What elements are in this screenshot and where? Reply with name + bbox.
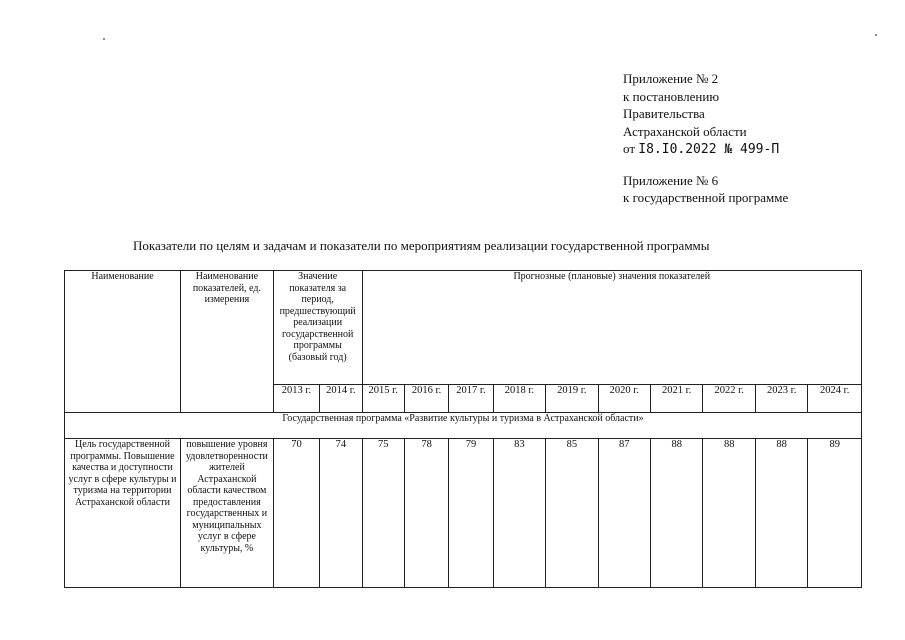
value-cell: 88	[651, 439, 703, 588]
header-name: Наименование	[65, 271, 181, 413]
year-header: 2016 г.	[404, 385, 448, 413]
appendix-line: к государственной программе	[623, 190, 789, 205]
value-cell: 87	[598, 439, 650, 588]
value-cell: 79	[449, 439, 493, 588]
header-forecast: Прогнозные (плановые) значения показателей	[362, 271, 861, 385]
year-header: 2021 г.	[651, 385, 703, 413]
appendix-header	[623, 70, 788, 207]
appendix-line: к постановлению	[623, 88, 720, 104]
header-indicator: Наименование показателей, ед. измерения	[181, 271, 274, 413]
value-cell: 83	[493, 439, 545, 588]
year-header: 2019 г.	[546, 385, 598, 413]
header-row	[65, 271, 862, 385]
date-prefix: от	[623, 141, 636, 156]
year-header: 2014 г.	[320, 385, 362, 413]
program-section-title: Государственная программа «Развитие культуры и туризма в Астраханской области»	[65, 413, 862, 439]
document-title: Показатели по целям и задачам и показатели по мероприятиям реализации государственной программы	[133, 238, 710, 253]
indicator-cell: повышение уровня удовлетворенности жителей Астраханской области качеством предоставления государственных и муниципальных услуг в сфере культуры, %	[181, 439, 274, 588]
year-header: 2017 г.	[449, 385, 493, 413]
appendix-line: Правительства	[623, 106, 705, 121]
decree-date-number: I8.I0.2022 № 499-П	[638, 142, 780, 157]
scan-speck	[103, 38, 105, 40]
year-header: 2024 г.	[808, 385, 862, 413]
appendix-date-line	[623, 140, 788, 159]
year-header: 2022 г.	[703, 385, 755, 413]
scan-speck	[875, 34, 877, 36]
year-header: 2018 г.	[493, 385, 545, 413]
year-header: 2023 г.	[755, 385, 807, 413]
year-header: 2013 г.	[273, 385, 319, 413]
appendix-line: Астраханской области	[623, 123, 747, 139]
appendix-line: Приложение № 2	[623, 71, 719, 86]
section-row	[65, 413, 862, 439]
year-header: 2020 г.	[598, 385, 650, 413]
value-cell: 85	[546, 439, 598, 588]
value-cell: 75	[362, 439, 404, 588]
value-cell: 78	[404, 439, 448, 588]
value-cell: 88	[755, 439, 807, 588]
table-row	[65, 439, 862, 588]
value-cell: 70	[273, 439, 319, 588]
value-cell: 88	[703, 439, 755, 588]
value-cell: 74	[320, 439, 362, 588]
header-base-value: Значение показателя за период, предшествующий реализации государственной программы (базовый год)	[273, 271, 362, 385]
value-cell: 89	[808, 439, 862, 588]
year-header: 2015 г.	[362, 385, 404, 413]
appendix-line: Приложение № 6	[623, 172, 719, 188]
goal-cell: Цель государственной программы. Повышение качества и доступности услуг в сфере культуры и туризма на территории Астраханской области	[65, 439, 181, 588]
indicators-table	[64, 270, 862, 588]
